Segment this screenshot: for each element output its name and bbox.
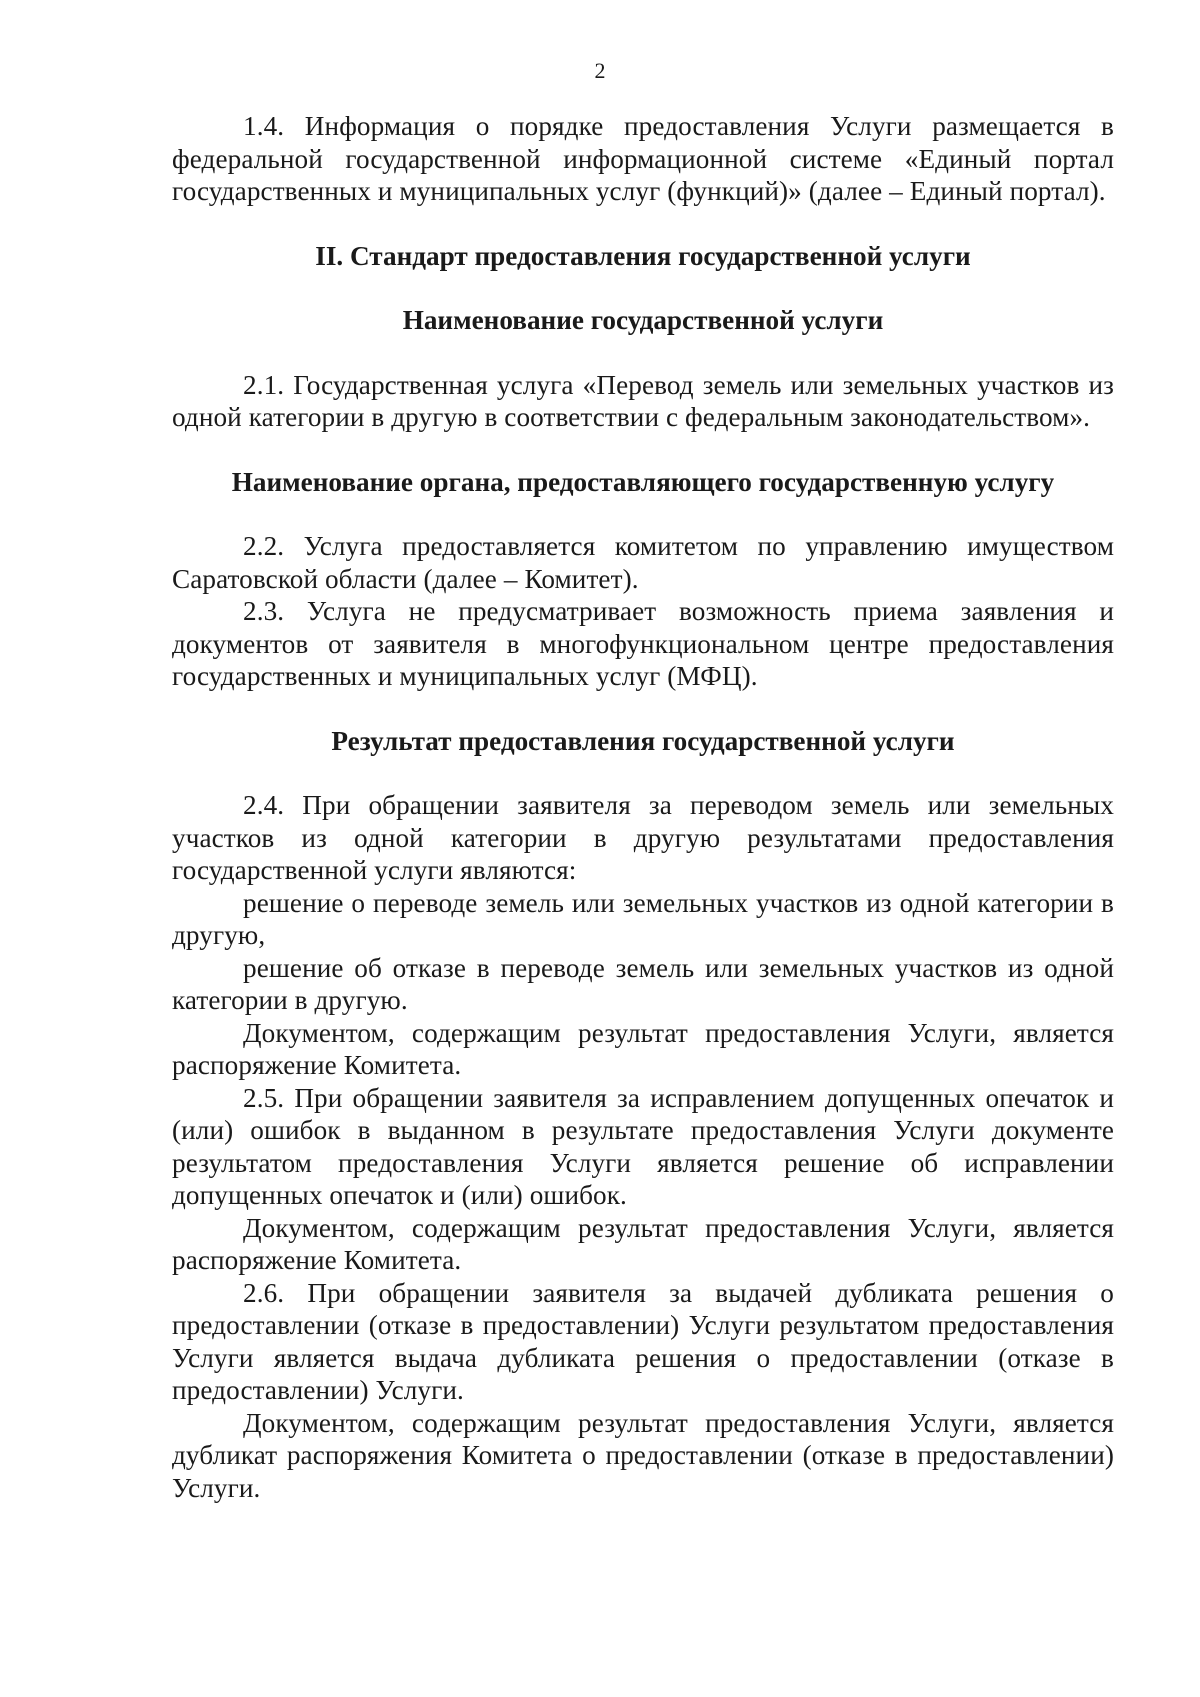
section-title: II. Стандарт предоставления государственной услуги — [315, 240, 971, 271]
document-body — [172, 110, 1114, 1504]
paragraph-2-3: 2.3. Услуга не предусматривает возможность приема заявления и документов от заявителя в многофункциональном центре предоставления государственных и муниципальных услуг (МФЦ). — [172, 596, 1114, 691]
subsection-heading-service-name: Наименование государственной услуги — [402, 305, 884, 335]
paragraph-1-4: 1.4. Информация о порядке предоставления Услуги размещается в федеральной государственной информационной системе «Единый портал государственных и муниципальных услуг (функций)» (далее – Единый портал). — [172, 111, 1114, 206]
subsection-heading-authority: Наименование органа, предоставляющего государственную услугу — [231, 466, 1055, 497]
paragraph-2-5: 2.5. При обращении заявителя за исправлением допущенных опечаток и (или) ошибок в выданном в результате предоставления Услуги документе результатом предоставления Услуги является решение об исправлении допущенных опечаток и (или) ошибок. — [172, 1082, 1114, 1210]
paragraph-result-document-2: Документом, содержащим результат предоставления Услуги, является распоряжение Комитета. — [172, 1212, 1114, 1275]
paragraph-result-document-1: Документом, содержащим результат предоставления Услуги, является распоряжение Комитета. — [172, 1017, 1114, 1080]
paragraph-result-document-3: Документом, содержащим результат предоставления Услуги, является дубликат распоряжения Комитета о предоставлении (отказе в предоставлении) Услуги. — [172, 1407, 1114, 1503]
paragraph-2-1: 2.1. Государственная услуга «Перевод земель или земельных участков из одной категории в другую в соответствии с федеральным законодательством». — [172, 369, 1114, 432]
paragraph-result-refusal: решение об отказе в переводе земель или земельных участков из одной категории в другую. — [172, 952, 1114, 1015]
paragraph-2-6: 2.6. При обращении заявителя за выдачей дубликата решения о предоставлении (отказе в предоставлении) Услуги результатом предоставления Услуги является выдача дубликата решения о предоставлении (отказе в предоставлении) Услуги. — [172, 1277, 1114, 1405]
paragraph-result-transfer: решение о переводе земель или земельных участков из одной категории в другую, — [172, 887, 1114, 950]
page-number: 2 — [594, 58, 606, 83]
paragraph-2-4: 2.4. При обращении заявителя за переводом земель или земельных участков из одной категории в другую результатами предоставления государственной услуги являются: — [172, 790, 1114, 885]
subsection-heading-result: Результат предоставления государственной услуги — [331, 725, 955, 756]
paragraph-2-2: 2.2. Услуга предоставляется комитетом по управлению имуществом Саратовской области (далее – Комитет). — [172, 531, 1114, 594]
